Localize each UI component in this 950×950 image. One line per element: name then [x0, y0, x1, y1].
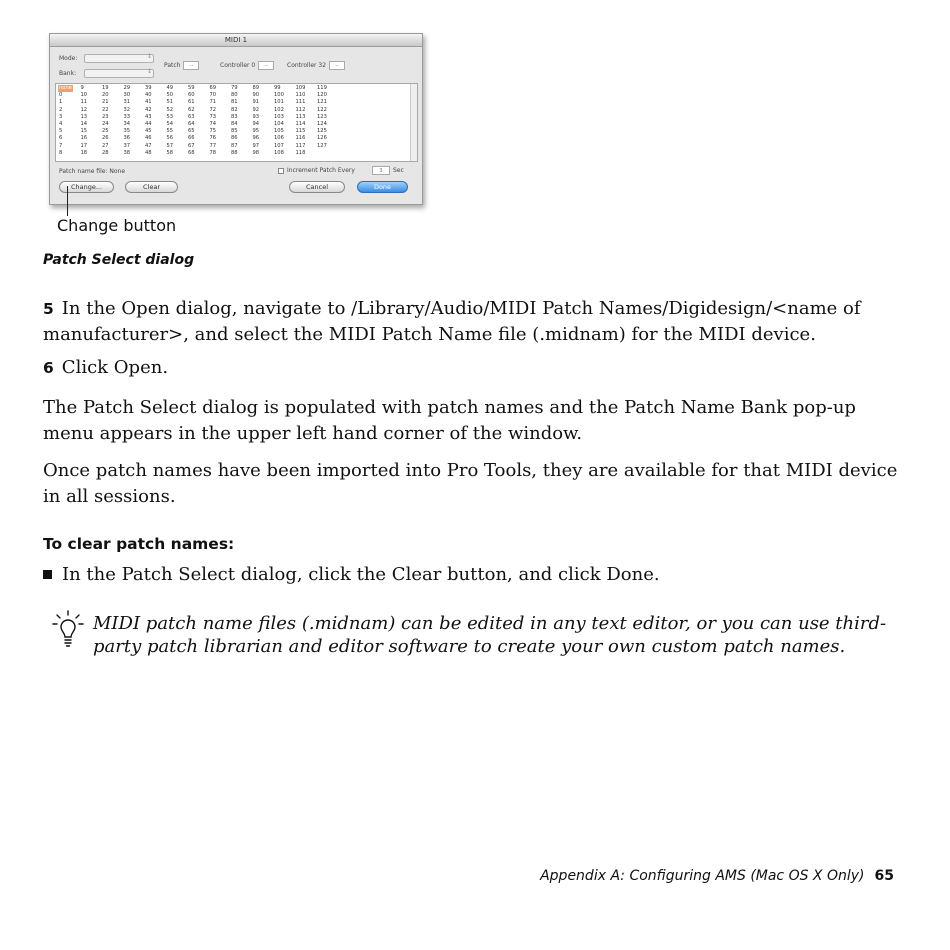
- patch-cell[interactable]: 40: [145, 92, 152, 99]
- patch-cell[interactable]: 72: [209, 106, 217, 113]
- done-button[interactable]: Done: [357, 181, 408, 193]
- patch-cell[interactable]: 99: [274, 85, 281, 91]
- step-text: Click Open.: [61, 357, 169, 378]
- patch-cell[interactable]: 13: [80, 113, 88, 120]
- controller32-field[interactable]: --: [329, 61, 345, 70]
- patch-cell[interactable]: 73: [209, 113, 217, 120]
- page-number: 65: [874, 868, 894, 884]
- patch-cell[interactable]: 15: [80, 128, 88, 135]
- patch-cell[interactable]: 20: [102, 92, 109, 99]
- patch-cell[interactable]: 103: [274, 113, 284, 120]
- patch-cell[interactable]: 76: [209, 135, 217, 142]
- patch-grid-column: [295, 85, 307, 157]
- patch-cell[interactable]: 85: [231, 128, 238, 135]
- footer-title: Appendix A: Configuring AMS (Mac OS X Only): [540, 868, 865, 884]
- patch-cell[interactable]: 60: [188, 92, 195, 99]
- patch-cell[interactable]: 82: [231, 106, 238, 113]
- patch-cell[interactable]: 37: [123, 142, 131, 149]
- patch-cell[interactable]: 63: [188, 113, 195, 120]
- patch-cell[interactable]: 94: [252, 120, 260, 127]
- patch-cell[interactable]: 71: [209, 99, 217, 106]
- bank-popup[interactable]: [84, 69, 154, 78]
- patch-cell[interactable]: 105: [274, 128, 284, 135]
- change-button-callout: Change button: [57, 216, 177, 235]
- patch-cell[interactable]: 53: [166, 113, 174, 120]
- patch-cell[interactable]: 87: [231, 142, 238, 149]
- callout-leader-line: [67, 186, 68, 216]
- patch-cell[interactable]: 98: [252, 149, 260, 156]
- patch-cell[interactable]: 35: [123, 128, 131, 135]
- patch-cell[interactable]: 125: [317, 128, 327, 135]
- step-number: 6: [43, 359, 54, 377]
- patch-grid-column: [101, 85, 110, 157]
- dialog-title: MIDI 1: [224, 36, 248, 44]
- bullet-square-icon: [43, 570, 52, 579]
- step-number: 5: [43, 300, 54, 318]
- patch-cell[interactable]: 11: [80, 99, 88, 106]
- patch-cell[interactable]: 1: [59, 99, 63, 106]
- patch-cell[interactable]: 108: [274, 149, 284, 156]
- patch-cell[interactable]: 65: [188, 128, 195, 135]
- cancel-button[interactable]: Cancel: [289, 181, 345, 193]
- patch-cell[interactable]: 7: [59, 142, 63, 149]
- lightbulb-tip-icon: [52, 610, 84, 648]
- patch-cell[interactable]: 67: [188, 142, 195, 149]
- controller0-label: Controller 0: [220, 62, 256, 69]
- patch-cell[interactable]: 41: [145, 99, 152, 106]
- patch-cell[interactable]: 117: [295, 142, 306, 149]
- patch-cell[interactable]: 30: [123, 92, 131, 99]
- patch-cell[interactable]: 84: [231, 120, 238, 127]
- patch-cell[interactable]: 126: [317, 135, 327, 142]
- patch-cell[interactable]: 38: [123, 149, 131, 156]
- patch-cell[interactable]: 21: [102, 99, 109, 106]
- patch-row: [164, 61, 199, 70]
- patch-cell[interactable]: 28: [102, 149, 109, 156]
- patch-cell[interactable]: 2: [59, 106, 63, 113]
- patch-cell[interactable]: 97: [252, 142, 260, 149]
- patch-cell[interactable]: 0: [59, 92, 63, 99]
- patch-cell[interactable]: 33: [123, 113, 131, 120]
- patch-cell[interactable]: 51: [166, 99, 174, 106]
- patch-cell[interactable]: 100: [274, 92, 284, 99]
- patch-cell[interactable]: 57: [166, 142, 174, 149]
- mode-row: [59, 54, 154, 63]
- patch-cell[interactable]: 16: [80, 135, 88, 142]
- patch-cell[interactable]: 24: [102, 120, 109, 127]
- patch-cell[interactable]: 49: [166, 85, 174, 91]
- patch-cell[interactable]: 46: [145, 135, 152, 142]
- patch-cell[interactable]: 114: [295, 120, 306, 127]
- change-button[interactable]: Change...: [59, 181, 114, 193]
- clear-button[interactable]: Clear: [125, 181, 178, 193]
- patch-cell[interactable]: 104: [274, 120, 284, 127]
- controller32-row: [287, 61, 345, 70]
- patch-cell[interactable]: 66: [188, 135, 195, 142]
- patch-cell[interactable]: 95: [252, 128, 260, 135]
- patch-cell[interactable]: 88: [231, 149, 238, 156]
- patch-cell[interactable]: 36: [123, 135, 131, 142]
- patch-cell[interactable]: 93: [252, 113, 260, 120]
- patch-cell[interactable]: 31: [123, 99, 131, 106]
- patch-cell[interactable]: 55: [166, 128, 174, 135]
- patch-cell[interactable]: 6: [59, 135, 63, 142]
- section-heading: To clear patch names:: [43, 535, 235, 553]
- patch-cell[interactable]: 77: [209, 142, 217, 149]
- patch-cell[interactable]: 124: [317, 120, 327, 127]
- patch-select-dialog: [49, 33, 423, 205]
- patch-grid-column: [58, 85, 73, 157]
- patch-cell[interactable]: 106: [274, 135, 284, 142]
- patch-cell[interactable]: 5: [59, 128, 63, 135]
- patch-cell[interactable]: 42: [145, 106, 152, 113]
- patch-cell[interactable]: 92: [252, 106, 260, 113]
- increment-checkbox[interactable]: [278, 168, 284, 174]
- patch-grid-column: [123, 85, 132, 157]
- patch-grid-column: [144, 85, 153, 157]
- patch-cell[interactable]: 123: [317, 113, 327, 120]
- patch-cell[interactable]: 127: [317, 142, 327, 149]
- patch-cell[interactable]: 61: [188, 99, 195, 106]
- patch-cell[interactable]: 26: [102, 135, 109, 142]
- patch-cell[interactable]: 69: [209, 85, 217, 91]
- patch-cell[interactable]: 70: [209, 92, 217, 99]
- patch-cell[interactable]: 116: [295, 135, 306, 142]
- patch-cell[interactable]: 96: [252, 135, 260, 142]
- patch-cell[interactable]: 54: [166, 120, 174, 127]
- patch-cell[interactable]: 47: [145, 142, 152, 149]
- patch-cell[interactable]: 29: [123, 85, 131, 91]
- patch-grid-column: [187, 85, 196, 157]
- patch-cell[interactable]: 68: [188, 149, 195, 156]
- bank-label: Bank:: [59, 70, 77, 77]
- tip-text: MIDI patch name files (.midnam) can be edited in any text editor, or you can use third-party patch librarian and editor software to create your own custom patch names.: [93, 613, 887, 657]
- patch-cell[interactable]: 27: [102, 142, 109, 149]
- patch-cell[interactable]: 115: [295, 128, 306, 135]
- patch-grid: [55, 83, 418, 162]
- patch-cell[interactable]: 91: [252, 99, 260, 106]
- patch-grid-column: [273, 85, 285, 157]
- patch-cell[interactable]: 107: [274, 142, 284, 149]
- patch-grid-column: [230, 85, 239, 157]
- increment-field[interactable]: 3: [372, 166, 390, 175]
- step-text: In the Open dialog, navigate to /Library/Audio/MIDI Patch Names/Digidesign/<name of manufacturer>, and select the MIDI Patch Name file (.midnam) for the MIDI device.: [43, 298, 861, 345]
- patch-grid-column: [316, 85, 328, 150]
- patch-cell[interactable]: 75: [209, 128, 217, 135]
- patch-cell[interactable]: 113: [295, 113, 306, 120]
- step-5: [43, 296, 903, 348]
- patch-grid-column: [80, 85, 89, 157]
- patch-cell[interactable]: 90: [252, 92, 260, 99]
- patch-cell[interactable]: 4: [59, 120, 63, 127]
- patch-cell[interactable]: 10: [80, 92, 88, 99]
- increment-row: [278, 166, 404, 175]
- patch-grid-column: [166, 85, 175, 157]
- mode-popup[interactable]: [84, 54, 154, 63]
- patch-cell[interactable]: 12: [80, 106, 88, 113]
- patch-cell[interactable]: 3: [59, 113, 63, 120]
- patch-cell[interactable]: 64: [188, 120, 195, 127]
- patch-cell[interactable]: 56: [166, 135, 174, 142]
- patch-cell[interactable]: 83: [231, 113, 238, 120]
- patch-cell[interactable]: 112: [295, 106, 306, 113]
- patch-cell[interactable]: 101: [274, 99, 284, 106]
- patch-cell[interactable]: 81: [231, 99, 238, 106]
- patch-cell[interactable]: 9: [80, 85, 84, 91]
- mode-label: Mode:: [59, 55, 78, 62]
- patch-cell[interactable]: 8: [59, 149, 63, 156]
- controller0-field[interactable]: --: [258, 61, 274, 70]
- patch-cell[interactable]: 23: [102, 113, 109, 120]
- patch-cell[interactable]: 86: [231, 135, 238, 142]
- patch-cell[interactable]: 32: [123, 106, 131, 113]
- patch-cell[interactable]: 89: [252, 85, 260, 91]
- patch-cell[interactable]: 122: [317, 106, 327, 113]
- patch-cell[interactable]: 43: [145, 113, 152, 120]
- bullet-text: In the Patch Select dialog, click the Clear button, and click Done.: [62, 564, 660, 585]
- patch-cell[interactable]: 118: [295, 149, 306, 156]
- increment-label: Increment Patch Every: [287, 167, 355, 174]
- grid-scrollbar[interactable]: [410, 84, 417, 161]
- bullet-item: [43, 562, 903, 588]
- page-footer: [540, 868, 894, 884]
- patch-name-file-label: Patch name file: None: [59, 168, 126, 175]
- controller32-label: Controller 32: [287, 62, 327, 69]
- patch-field[interactable]: --: [183, 61, 199, 70]
- patch-cell[interactable]: 110: [295, 92, 306, 99]
- patch-cell[interactable]: 111: [295, 99, 306, 106]
- patch-cell[interactable]: 102: [274, 106, 284, 113]
- figure-caption: Patch Select dialog: [43, 252, 195, 268]
- patch-cell[interactable]: 19: [102, 85, 109, 91]
- controller0-row: [220, 61, 274, 70]
- patch-cell[interactable]: 44: [145, 120, 152, 127]
- patch-cell[interactable]: 79: [231, 85, 238, 91]
- patch-cell[interactable]: 17: [80, 142, 88, 149]
- paragraph: The Patch Select dialog is populated with patch names and the Patch Name Bank pop-up menu appears in the upper left hand corner of the window.: [43, 397, 856, 444]
- patch-cell[interactable]: 119: [317, 85, 327, 91]
- increment-unit: Sec: [392, 167, 404, 174]
- patch-cell[interactable]: 78: [209, 149, 217, 156]
- patch-cell[interactable]: 74: [209, 120, 217, 127]
- patch-label: Patch: [164, 62, 181, 69]
- patch-grid-column: [252, 85, 261, 157]
- patch-cell[interactable]: 48: [145, 149, 152, 156]
- patch-cell[interactable]: none: [59, 85, 72, 91]
- patch-cell[interactable]: 52: [166, 106, 174, 113]
- patch-cell[interactable]: 34: [123, 120, 131, 127]
- patch-cell[interactable]: 18: [80, 149, 88, 156]
- patch-cell[interactable]: 45: [145, 128, 152, 135]
- bank-row: [59, 69, 154, 78]
- step-6: [43, 355, 903, 381]
- patch-cell[interactable]: 121: [317, 99, 327, 106]
- paragraph: Once patch names have been imported into Pro Tools, they are available for that MIDI device in all sessions.: [43, 460, 898, 507]
- patch-cell[interactable]: 39: [145, 85, 152, 91]
- patch-cell[interactable]: 50: [166, 92, 174, 99]
- patch-cell[interactable]: 80: [231, 92, 238, 99]
- patch-cell[interactable]: 22: [102, 106, 109, 113]
- patch-cell[interactable]: 58: [166, 149, 174, 156]
- patch-cell[interactable]: 109: [295, 85, 306, 91]
- patch-cell[interactable]: 59: [188, 85, 195, 91]
- dialog-titlebar: [50, 34, 422, 47]
- patch-grid-column: [209, 85, 218, 157]
- patch-cell[interactable]: 120: [317, 92, 327, 99]
- patch-cell[interactable]: 25: [102, 128, 109, 135]
- patch-cell[interactable]: 14: [80, 120, 88, 127]
- patch-cell[interactable]: 62: [188, 106, 195, 113]
